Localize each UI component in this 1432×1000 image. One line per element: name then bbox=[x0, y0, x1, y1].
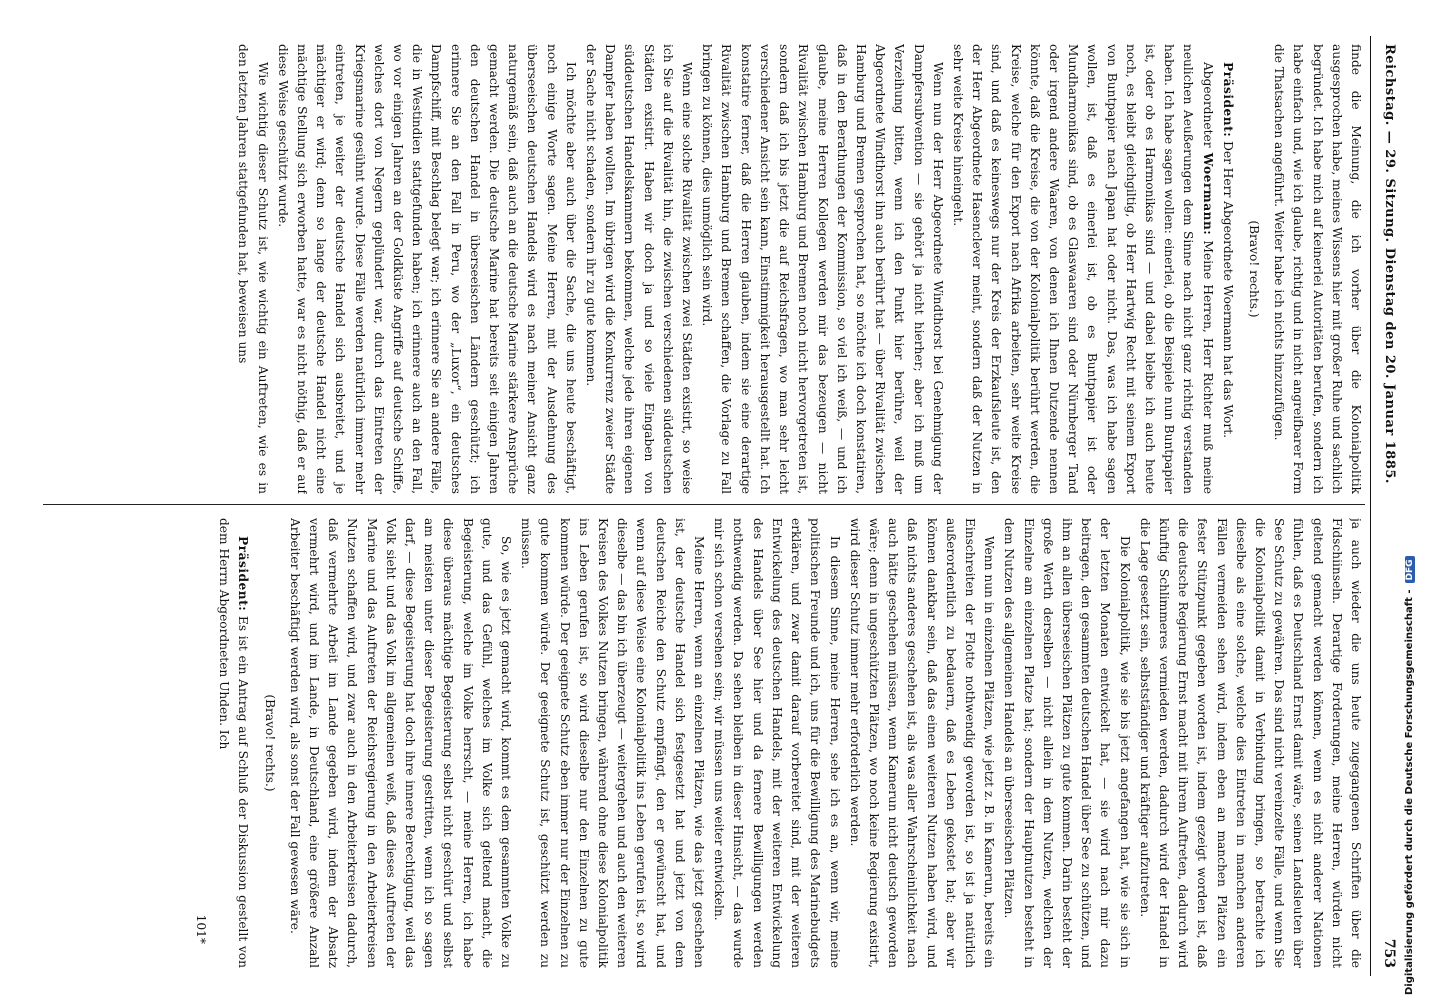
applause-note: (Bravo! rechts.) bbox=[1246, 220, 1261, 318]
right-column bbox=[35, 518, 1365, 968]
paragraph: finde die Meinung, die ich vorher über die Kolonialpolitik ausgesprochen habe, meines Wissens hier mit großer Ruhe und sachlich begründet. Ich habe mich auf keinerlei Autoritäten berufen, sondern ich habe einfach und, wie ich glaube, richtig und in nicht angreifbarer Form die Thatsachen angeführt. Weiter habe ich nichts hinzuzufügen. bbox=[1272, 44, 1363, 494]
speaker-label: Woermann: bbox=[1200, 152, 1215, 236]
president-statement bbox=[1218, 44, 1237, 494]
paragraph: So, wie es jetzt gemacht wird, kommt es dem gesammten Volke zu gute, und das Gefühl, welches im Volke sich geltend macht, die Begeisterung, welche im Volke herrscht, — meine Herren, ich habe diese überaus mächtige Begeisterung selbst nicht geschürt und selbst am meisten unter dieser Begeisterung gestritten, wenn ich so sagen darf, — diese Begeisterung hat doch ihre innere Berechtigung, weil das Volk sieht und das Volk im allgemeinen weiß, daß dieses Auftreten der Marine und das Auftreten der Reichsregierung in den Arbeiterkreisen Nutzen schaffen wird, und zwar auch in den Arbeiterkreisen dadurch, daß vermehrte Arbeit im Lande gegeben wird, indem der Absatz vermehrt wird, und im Lande, in Deutschland, eine größere Anzahl Arbeiter beschäftigt werden wird, als sonst der Fall gewesen wäre. bbox=[287, 518, 514, 968]
column-divider bbox=[43, 504, 1365, 505]
page-number: 753 bbox=[1381, 938, 1397, 968]
president-statement bbox=[214, 518, 252, 968]
applause-note: (Bravo! rechts.) bbox=[262, 694, 277, 792]
digitization-credit bbox=[1404, 15, 1422, 995]
dfg-logo: DFG bbox=[1405, 556, 1415, 583]
statement-text: Der Herr Abgeordnete Woermann hat das Wort. bbox=[1220, 141, 1235, 438]
paragraph: Wenn nun der Herr Abgeordnete Windthorst bei Genehmigung der Dampfersubvention — sie gehört ja nicht hierher; aber ich muß um Verzeihung bitten, wenn ich den Punkt hier berühre, weil der Abgeordnete Windthorst ihn auch berührt hat — über Rivalität zwischen Hamburg und Bremen gesprochen hat, so möchte ich doch konstatiren, daß in den Berathungen der Kommission, so viel ich weiß, — und ich glaube, meine Herren Kollegen werden mir das bezeugen — nicht Rivalität zwischen Hamburg und Bremen noch nicht hervorgetreten ist, sondern daß ich bis jetzt die auf Reichsfragen, wo man sehr leicht verschiedener Ansicht sein kann, Einstimmigkeit herausgestellt hat. Ich konstatire ferner, daß die Herren glauben, indem sie eine derartige Rivalität zwischen Hamburg und Bremen schaffen, die Vorlage zu Fall bringen zu können, dies unmöglich sein wird. bbox=[700, 44, 945, 494]
paragraph: Wenn eine solche Rivalität zwischen zwei Städten existirt, so weise ich Sie auf die Rivalität hin, die zwischen verschiedenen süddeutschen Städten existirt. Haben wir doch ja und so viele Eingaben von süddeutschen Handelskammern bekommen, welche jede ihren eigenen Dampfer haben wollten. Im übrigen wird die Konkurrenz zweier Städte der Sache nicht schaden, sondern ihr zu gute kommen. bbox=[584, 44, 695, 494]
speaker-prefix: Abgeordneter bbox=[1200, 62, 1215, 148]
running-head: Reichstag. — 29. Sitzung. Dienstag den 20. Januar 1885. bbox=[1382, 44, 1397, 484]
paragraph: In diesem Sinne, meine Herren, sehe ich es an, wenn wir, meine politischen Freunde und ich, uns für die Bewilligung des Marinebudgets erklären, und zwar damit darauf vorbereitet sind, mit der weiteren Entwickelung des deutschen Handels, mit der weiteren Entwickelung des Handels über See hier und da fernere Bewilligungen werden nothwendig werden. Da sehen bleiben in dieser Hinsicht, — das wurde mir sich schon versehen sein; wir müssen uns weiter entwickeln. bbox=[712, 518, 842, 968]
signature-mark: 101* bbox=[194, 914, 209, 944]
left-column bbox=[35, 44, 1365, 494]
paragraph: ja auch wieder die uns heute zugegangenen Schriften über die Fidschiinseln. Derartige Forderungen, meine Herren, würden nicht geltend gemacht werden können, wenn es nicht anderer Nationen fühlen, daß es Deutschland Ernst damit wäre, seinen Landsleuten über See Schutz zu gewähren. Das sind nicht vereinzelte Fälle, und wenn Sie die Kolonialpolitik damit in Verbindung bringen, so betrachte ich dieselbe als eine solche, welche dies Eintreten in manchen anderen Fällen vermeiden sehen wird, indem eben an manchen Plätzen ein fester Stützpunkt gegeben worden ist, indem gezeigt worden ist, daß die deutsche Regierung Ernst macht mit ihrem Auftreten, dadurch wird künftig Schlimmeres vermieden werden, dadurch wird der Handel in die Lage gesetzt sein, selbstständiger und kräftiger aufzutreten. bbox=[1137, 518, 1363, 968]
paragraph: Ich möchte aber auch über die Sache, die uns heute beschäftigt, noch einige Worte sagen. Meine Herren, mit der Ausdehnung des überseeischen deutschen Handels wird es nach meiner Ansicht ganz naturgemäß sein, daß auch an die deutsche Marine stärkere Ansprüche gemacht werden. Die deutsche Marine hat bereits seit einigen Jahren den deutschen Handel in überseeischen Ländern geschützt; ich erinnere Sie an den Fall in Peru, wo der „Luxor“, ein deutsches Dampfschiff, mit Beschlag belegt war; ich erinnere Sie an andere Fälle, die in Westindien stattgefunden haben; ich erinnere auch an den Fall, wo vor einigen Jahren an der Goldküste Angriffe auf deutsche Schiffe, welches dort von Negern geplündert war, durch das Eintreten der Kriegsmarine gesühnt wurde. Diese Fälle werden natürlich immer mehr eintreten, je weiter der deutsche Handel sich ausbreitet, und je mächtiger er wird; denn so lange der deutsche Handel nicht eine mächtige Stellung sich erworben hatte, war es nicht nöthig, daß er auf diese Weise geschützt wurde. bbox=[275, 44, 578, 494]
rotated-page-content bbox=[20, 36, 1405, 976]
speech-paragraph bbox=[948, 44, 1217, 494]
statement-text: Es ist ein Antrag auf Schluß der Diskussion gestellt von dem Herrn Abgeordneten Uhden. Ich bbox=[217, 518, 251, 968]
paragraph: Wenn nun in einzelnen Plätzen, wie jetzt z. B. in Kamerun, bereits ein Einschreiten der Flotte nothwendig geworden ist, so ist ja natürlich außerordentlich zu bedauern, daß es Leben gekostet hat; aber wir können dankbar sein, daß das einen weiteren Nutzen haben wird, und daß nichts anderes geschehen ist, als was aller Wahrscheinlichkeit nach auch hätte geschehen müssen, wenn Kamerun nicht deutsch geworden wäre; denn in ungeschützten Plätzen, wo noch keine Regierung existirt, wird dieser Schutz immer mehr erforderlich werden. bbox=[847, 518, 997, 968]
statement-text: Meine Herren, Herr Richter muß meine neulichen Aeußerungen dem Sinne nach nicht ganz richtig verstanden haben. Ich habe sagen wollen: einerlei, ob die Beispiele nun Buntpapier ist, oder ob es Harmonikas sind — und dabei bleibe ich auch heute noch, es bleibt gleichgiltig, ob Herr Hartwig Recht mit seinem Export von Buntpapier nach Japan hat oder nicht. Das, was ich habe sagen wollen, ist, daß es einerlei ist, ob es Buntpapier ist oder Mundharmonikas sind, ob es Glaswaaren sind oder Nürnberger Tand oder irgend andere Waaren, von denen ich Ihnen Dutzende nennen könnte, daß die Kreise, die von der Kolonialpolitik berührt werden, die Kreise, welche für den Export nach Afrika arbeiten, sehr weite Kreise sind, und daß es keineswegs nur der Kreis der Erzkaufsleute ist, den der Herr Abgeordnete Hasenclever meint, sondern daß der Nutzen in sehr weite Kreise hineingeht. bbox=[950, 44, 1215, 494]
speaker-label: Präsident: bbox=[236, 536, 251, 612]
paragraph: Wie wichtig dieser Schutz ist, wie wichtig ein Auftreten, wie es in den letzten Jahren stattgefunden hat, beweisen uns bbox=[236, 44, 270, 494]
page-header bbox=[1370, 36, 1405, 976]
paragraph: Meine Herren, wenn an einzelnen Plätzen, wie das jetzt geschehen ist, der deutsche Handel sich festgesetzt hat und jetzt von dem deutschen Reiche den Schutz empfängt, den er gewünscht hat, und wenn auf diese Weise eine Kolonialpolitik ins Leben gerufen ist, so wird dieselbe — das bin ich überzeugt — weitergehen und auch den weiteren Kreisen des Volkes Nutzen bringen, während ohne diese Kolonialpolitik ins Leben gerufen ist, so wird dieselbe nur den Einzelnen zu gute kommen würde. Der geeignete Schutz eben immer nur der Einzelnen zu gute kommen würde. Der geeignete Schutz ist, geschützt werden zu müssen. bbox=[519, 518, 707, 968]
paragraph: Die Kolonialpolitik, wie sie bis jetzt angefangen hat, wie sie sich in der letzten Monaten entwickelt hat, — sie wird nach mir dazu beitragen, den gesammten deutschen Handel über See zu schützen, und ihm an allen überseeischen Plätzen zu gute kommen. Darin besteht der große Werth derselben — nicht allein in dem Nutzen, welchen der Einzelne am einzelnen Platze hat; sondern der Hauptnutzen besteht in dem Nutzen des allgemeinen Handels an überseeischen Plätzen. bbox=[1002, 518, 1132, 968]
credit-text: Digitalisierung gefördert durch die Deutsche Forschungsgemeinschaft - bbox=[1404, 589, 1415, 995]
speaker-label: Präsident: bbox=[1220, 62, 1235, 138]
